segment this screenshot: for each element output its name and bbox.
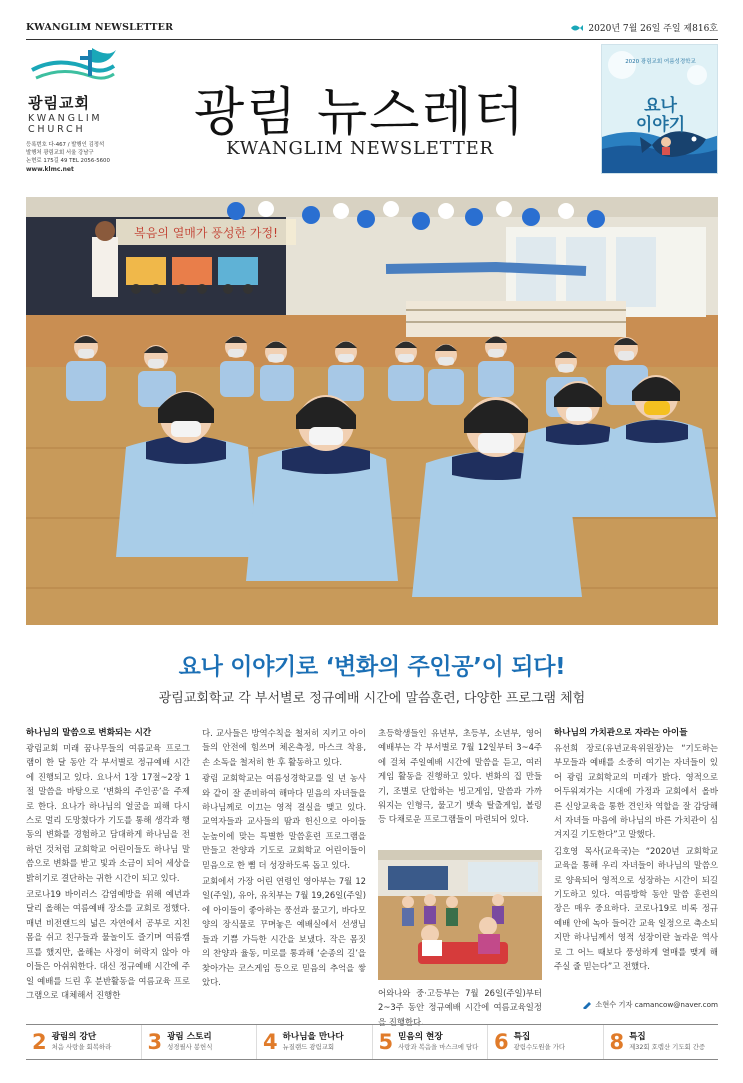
index-page-number: 8	[609, 1030, 625, 1054]
newsletter-label: KWANGLIM NEWSLETTER	[26, 22, 174, 33]
church-info-line: 발행처 광림교회 서울 강남구	[26, 150, 94, 157]
index-page-number: 2	[32, 1030, 47, 1054]
article-column-3	[378, 726, 542, 827]
index-title: 특집	[513, 1032, 531, 1042]
article-column-1	[26, 726, 190, 1002]
index-page-number: 5	[378, 1030, 394, 1054]
pen-icon	[582, 1001, 592, 1009]
index-subtitle: 성경필사 봉헌식	[167, 1043, 213, 1051]
index-title: 특집	[629, 1032, 646, 1042]
index-item[interactable]	[257, 1025, 373, 1059]
church-website-link[interactable]: www.klmc.net	[26, 165, 74, 173]
index-title: 광림의 강단	[51, 1032, 97, 1042]
index-subtitle: 제32회 호렙산 기도회 간증	[629, 1043, 706, 1051]
main-photo	[26, 197, 718, 625]
paragraph: 교회에서 가장 어린 연령인 영아부는 7월 12일(주일), 유아, 유치부는 7월 19,26일(주일) 에 아이들이 좋아하는 풍선과 물고기, 바다모양의 장식물로 꾸며놓은 예배실에서 선생님들과 기쁨 가득한 시간을 보냈다. 작은 몸짓의 찬양과 율동, 미로를 통과해 ‘순종의 길’을 찾아가는 코스게임 등으로 믿음의 추억을 쌓았다.	[202, 876, 366, 987]
index-title: 하나님을 만나다	[282, 1032, 344, 1042]
paragraph: 초등학생들인 유년부, 초등부, 소년부, 영어예배부는 각 부서별로 7월 12일부터 3~4주에 걸쳐 주일예배 시간에 말씀을 듣고, 여러 게임 활동을 진행하고 있다. 변화의 집 만들기, 조별로 단합하는 빙고게임, 말씀과 가까워지는 인형극, 물고기 뱃속 탈출게임, 볼링 등 다채로운 프로그램들이 마련되어 있다.	[378, 728, 542, 825]
paragraph: 어와나와 중·고등부는 7월 26일(주일)부터 2~3주 동안 정규예배 시간에 여름교육일정을 진행한다.	[378, 988, 542, 1027]
section-heading: 하나님의 가치관으로 자라는 아이들	[554, 728, 688, 738]
index-page-number: 6	[494, 1030, 509, 1054]
article-headline: 요나 이야기로 ‘변화의 주인공’이 되다!	[178, 654, 566, 680]
article-column-3-continued	[378, 986, 542, 1029]
church-name-en-2: CHURCH	[28, 124, 86, 135]
index-title: 믿음의 현장	[398, 1032, 443, 1042]
paragraph: 광림 교회학교는 여름성경학교를 일 년 농사와 같이 잘 준비하여 해마다 믿음의 자녀들을 하나님께로 이끄는 영적 결실을 맺고 있다. 교역자들과 교사들의 땀과 헌신으로 아이들 눈높이에 맞는 특별한 말씀훈련 프로그램을 만들고 찬양과 기도로 교회학교 어린이들이 믿음으로 한 뼘 더 성장하도록 돕고 있다.	[202, 773, 366, 870]
article-subheadline: 광림교회학교 각 부서별로 정규예배 시간에 말씀훈련, 다양한 프로그램 체험	[158, 691, 586, 706]
index-page-number: 3	[147, 1030, 163, 1054]
inset-photo	[378, 850, 542, 980]
top-bar	[26, 20, 718, 40]
index-title: 광림 스토리	[167, 1032, 212, 1042]
photo-banner-text: 복음의 열매가 풍성한 가정!	[134, 226, 278, 240]
article-column-4	[554, 726, 718, 974]
church-name-ko: 광림교회	[28, 94, 90, 112]
paragraph: 코로나19 바이러스 감염예방을 위해 예년과 달리 올해는 여름예배 장소를 교회로 정했다. 매년 비전랜드의 넓은 자연에서 공부로 지친 몸을 쉬고 친구들과 물놀이도 즐기며 여름캠프를 했지만, 올해는 사정이 허락지 않아 아이들은 아쉬워한다. 대신 정규예배 시간에 주일 예배를 드린 후 분반활동을 여름교육 프로그램으로 대체해서 진행한	[26, 889, 190, 1000]
issue-text: 2020년 7월 26일 주일 제816호	[588, 24, 718, 34]
paragraph: 유선희 장로(유년교육위원장)는 “기도하는 부모들과 예배를 소중히 여기는 자녀들이 있어 광림 교회학교의 미래가 밝다. 영적으로 어두워져가는 시대에 가정과 교회에서 올바른 신앙교육을 통한 견인차 역할을 잘 감당해서 자녀들 마음에 하나님의 바른 가치관이 심겨지길 기도한다”고 말했다.	[554, 743, 718, 840]
byline	[582, 1000, 718, 1010]
church-logo-icon	[28, 46, 118, 86]
jonah-poster-image	[601, 44, 718, 174]
poster-title	[602, 97, 718, 135]
index-item[interactable]	[604, 1025, 719, 1059]
fish-icon	[570, 23, 584, 33]
index-item[interactable]	[488, 1025, 604, 1059]
section-heading: 하나님의 말씀으로 변화되는 시간	[26, 728, 152, 738]
index-item[interactable]	[142, 1025, 258, 1059]
poster-title-line-1: 요나	[644, 96, 677, 116]
masthead-subtitle: KWANGLIM NEWSLETTER	[226, 138, 494, 159]
church-info-line: 등록번호 다-467 / 발행인 김정석	[26, 142, 105, 148]
church-name-en-1: KWANGLIM	[28, 113, 103, 124]
article-column-2	[202, 726, 366, 989]
index-item[interactable]	[26, 1025, 142, 1059]
masthead-title: 광림 뉴스레터	[194, 83, 526, 143]
poster-top-text: 2020 광림교회 여름성경학교	[625, 59, 696, 65]
index-subtitle: 사랑과 복음을 마스크에 담다	[398, 1043, 479, 1051]
paragraph: 다. 교사들은 방역수칙을 철저히 지키고 아이들의 안전에 힘쓰며 체온측정, 마스크 착용, 손 소독을 철저히 한 후 활동하고 있다.	[202, 728, 366, 767]
index-subtitle: 광림수도원을 가다	[513, 1043, 566, 1051]
index-page-number: 4	[263, 1030, 278, 1054]
byline-text: 소현수 기자 camancow@naver.com	[595, 1000, 718, 1009]
church-info-line: 논현로 175길 49 TEL 2056-5600	[26, 158, 110, 165]
church-logo-block	[26, 46, 154, 174]
church-info	[26, 141, 154, 174]
page-index	[26, 1024, 718, 1060]
poster-title-line-2: 이야기	[635, 115, 686, 135]
index-item[interactable]	[373, 1025, 489, 1059]
paragraph: 김호영 목사(교육국)는 “2020년 교회학교 교육을 통해 우리 자녀들이 하나님의 말씀으로 양육되어 영적으로 성장하는 시간이 되길 기도하고 있다. 여름방학 동안 말씀 훈련의 장은 매우 중요하다. 코로나19로 비록 정규예배 안에 녹아 들어간 교육 일정으로 축소되지만 하나님께서 영적 성장이란 놀라운 역사로 그 어느 때보다 풍성하게 열매를 맺게 해 주실 줄 믿는다”고 전했다.	[554, 845, 718, 972]
index-subtitle: 처음 사랑을 회복하라	[51, 1043, 112, 1051]
paragraph: 광림교회 미래 꿈나무들의 여름교육 프로그램이 한 달 동안 각 부서별로 정규예배 시간에 진행되고 있다. 요나서 1장 17절~2장 1절 말씀을 바탕으로 ‘변화의 주인공’을 주제로 한다. 요나가 하나님의 얼굴을 피해 다시스로 멀리 도망쳤다가 기도를 통해 생각과 행동의 변화를 경험하고 담대하게 하나님을 전하던 것처럼 교회학교 어린이들도 하나님 말씀으로 변화를 받고 빛과 소금이 되어 세상을 밝히기로 결단하는 귀한 시간이 되고 있다.	[26, 743, 190, 883]
issue-info	[570, 21, 718, 34]
index-subtitle: 뉴질랜드 광림교회	[282, 1043, 335, 1051]
